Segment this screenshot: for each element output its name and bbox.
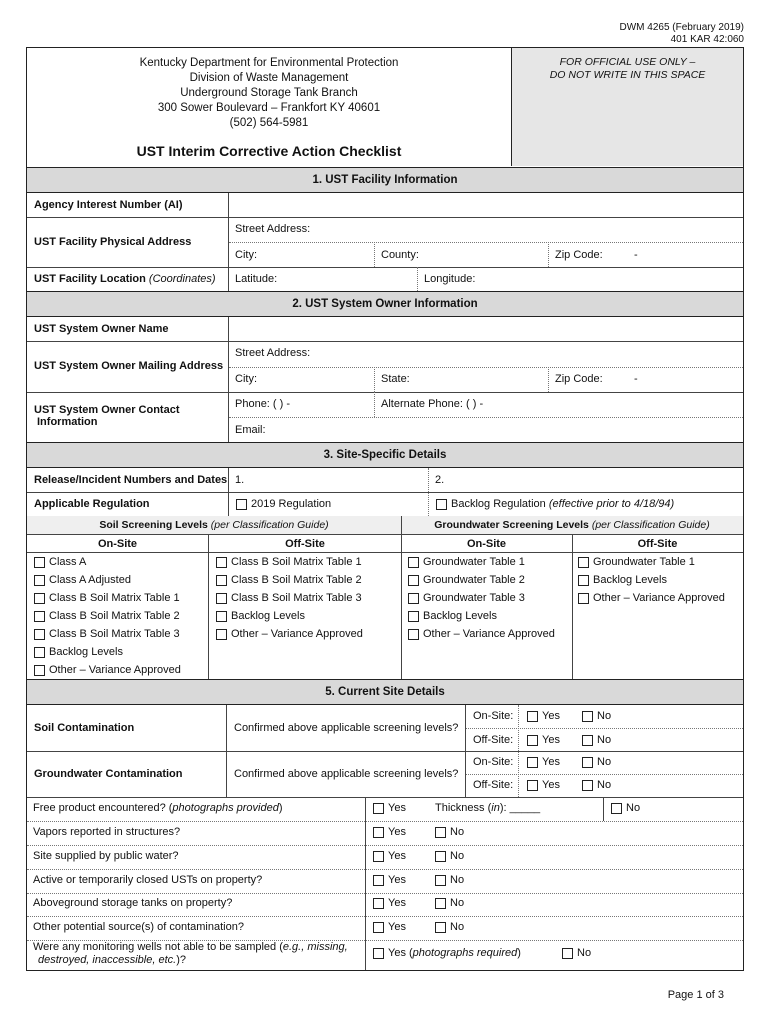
- other-sources-yes-checkbox[interactable]: [373, 922, 384, 933]
- row-divider: [27, 869, 743, 870]
- regulation-ref: 401 KAR 42:060: [670, 34, 744, 45]
- ai-label: Agency Interest Number (AI): [34, 199, 183, 211]
- no-label: No: [597, 734, 612, 746]
- yes-label: Yes: [388, 849, 406, 862]
- gw-confirmed-question: Confirmed above applicable screening levels?: [234, 768, 459, 780]
- other-sources-no-checkbox[interactable]: [435, 922, 446, 933]
- yes-label: Yes: [542, 734, 560, 746]
- gw-onsite-option-checkbox[interactable]: [408, 575, 419, 586]
- gw-offsite-option-label: Other – Variance Approved: [593, 592, 725, 604]
- row-divider: [27, 893, 743, 894]
- yes-label: Yes: [388, 826, 406, 838]
- gw-onsite-option-label: Groundwater Table 3: [423, 592, 525, 604]
- soil-offsite-option-label: Class B Soil Matrix Table 3: [231, 592, 362, 604]
- owner-email-field[interactable]: Email:: [235, 424, 266, 436]
- gw-onsite-option-checkbox[interactable]: [408, 611, 419, 622]
- zip-dash: -: [634, 249, 638, 261]
- official-line: FOR OFFICIAL USE ONLY –: [559, 56, 696, 68]
- facility-city-field[interactable]: City:: [235, 249, 257, 261]
- aboveground-yes-checkbox[interactable]: [373, 898, 384, 909]
- owner-mailing-label: UST System Owner Mailing Address: [34, 360, 224, 372]
- aboveground-no-checkbox[interactable]: [435, 898, 446, 909]
- no-label: No: [597, 756, 612, 768]
- no-label: No: [450, 849, 465, 862]
- soil-onsite-option-checkbox[interactable]: [34, 575, 45, 586]
- gw-onsite-header: On-Site: [466, 538, 507, 550]
- soil-onsite-option-label: Class B Soil Matrix Table 2: [49, 610, 180, 622]
- soil-confirmed-question: Confirmed above applicable screening levels?: [234, 722, 459, 734]
- official-use-box: [511, 48, 743, 166]
- soil-offsite-option-checkbox[interactable]: [216, 557, 227, 568]
- no-label: No: [597, 710, 612, 722]
- release-1-field[interactable]: 1.: [235, 474, 245, 486]
- owner-contact-label: UST System Owner Contact: [34, 404, 180, 416]
- release-label: Release/Incident Numbers and Dates: [34, 474, 228, 486]
- monitoring-no-checkbox[interactable]: [562, 948, 573, 959]
- gw-onsite-label: On-Site:: [473, 756, 514, 768]
- vapors-yes-checkbox[interactable]: [373, 827, 384, 838]
- gw-onsite-option-checkbox[interactable]: [408, 557, 419, 568]
- soil-onsite-option-label: Other – Variance Approved: [49, 664, 181, 676]
- section-5-header: 5. Current Site Details: [27, 679, 743, 705]
- section-2-header: 2. UST System Owner Information: [27, 291, 743, 317]
- soil-onsite-header: On-Site: [97, 538, 138, 550]
- no-label: No: [626, 802, 641, 814]
- no-label: No: [577, 947, 592, 959]
- gw-offsite-option-checkbox[interactable]: [578, 557, 589, 568]
- agency-line: Kentucky Department for Environmental Protection: [139, 57, 399, 69]
- free-product-no-checkbox[interactable]: [611, 803, 622, 814]
- gw-onsite-option-label: Backlog Levels: [423, 610, 497, 622]
- yes-label: Yes: [542, 779, 560, 791]
- reg-2019-label: 2019 Regulation: [251, 498, 332, 510]
- soil-offsite-option-label: Other – Variance Approved: [231, 628, 363, 640]
- no-label: No: [450, 897, 465, 910]
- soil-onsite-option-checkbox[interactable]: [34, 665, 45, 676]
- aboveground-question: Aboveground storage tanks on property?: [33, 897, 233, 910]
- facility-county-field[interactable]: County:: [381, 249, 419, 261]
- soil-onsite-no-checkbox[interactable]: [582, 711, 593, 722]
- soil-onsite-option-checkbox[interactable]: [34, 629, 45, 640]
- gw-onsite-option-checkbox[interactable]: [408, 593, 419, 604]
- soil-offsite-no-checkbox[interactable]: [582, 735, 593, 746]
- yes-label: Yes: [542, 710, 560, 722]
- agency-line: Division of Waste Management: [189, 72, 349, 84]
- owner-name-label: UST System Owner Name: [34, 323, 169, 335]
- latitude-field[interactable]: Latitude:: [235, 273, 278, 285]
- agency-line: Underground Storage Tank Branch: [180, 87, 358, 99]
- agency-line: 300 Sower Boulevard – Frankfort KY 40601: [157, 102, 381, 114]
- no-label: No: [450, 873, 465, 886]
- owner-state-field[interactable]: State:: [381, 373, 410, 385]
- monitoring-wells-question-2: destroyed, inaccessible, etc.)?: [38, 954, 186, 966]
- row-divider: [27, 916, 743, 917]
- ai-input[interactable]: [229, 194, 743, 216]
- monitoring-yes-label: Yes (photographs required): [388, 947, 521, 959]
- no-label: No: [450, 826, 465, 838]
- soil-offsite-label: Off-Site:: [473, 734, 514, 746]
- soil-onsite-option-label: Class B Soil Matrix Table 1: [49, 592, 180, 604]
- yes-label: Yes: [388, 897, 406, 910]
- gw-offsite-header: Off-Site: [637, 538, 678, 550]
- gw-offsite-option-checkbox[interactable]: [578, 575, 589, 586]
- page-number: Page 1 of 3: [667, 989, 724, 1001]
- soil-onsite-option-label: Backlog Levels: [49, 646, 123, 658]
- active-usts-question: Active or temporarily closed USTs on property?: [33, 873, 263, 886]
- soil-offsite-option-checkbox[interactable]: [216, 611, 227, 622]
- facility-location-label: UST Facility Location (Coordinates): [34, 273, 216, 285]
- vapors-no-checkbox[interactable]: [435, 827, 446, 838]
- release-2-field[interactable]: 2.: [435, 474, 445, 486]
- soil-offsite-option-checkbox[interactable]: [216, 629, 227, 640]
- public-water-question: Site supplied by public water?: [33, 849, 179, 862]
- owner-zip-field[interactable]: Zip Code:: [555, 373, 603, 385]
- no-label: No: [597, 779, 612, 791]
- yes-label: Yes: [542, 756, 560, 768]
- official-line: DO NOT WRITE IN THIS SPACE: [549, 69, 706, 81]
- gw-onsite-yes-checkbox[interactable]: [527, 757, 538, 768]
- other-sources-question: Other potential source(s) of contamination?: [33, 921, 244, 934]
- gw-offsite-option-checkbox[interactable]: [578, 593, 589, 604]
- monitoring-wells-question: Were any monitoring wells not able to be sampled (e.g., missing,: [33, 941, 348, 953]
- soil-offsite-option-label: Class B Soil Matrix Table 1: [231, 556, 362, 568]
- reg-2019-checkbox[interactable]: [236, 499, 247, 510]
- soil-offsite-option-label: Class B Soil Matrix Table 2: [231, 574, 362, 586]
- gw-contamination-label: Groundwater Contamination: [34, 768, 183, 780]
- no-label: No: [450, 921, 465, 934]
- soil-contamination-label: Soil Contamination: [34, 722, 135, 734]
- gw-onsite-option-label: Groundwater Table 2: [423, 574, 525, 586]
- vapors-question: Vapors reported in structures?: [33, 826, 181, 838]
- public-water-yes-checkbox[interactable]: [373, 851, 384, 862]
- yes-label: Yes: [388, 802, 406, 814]
- soil-onsite-label: On-Site:: [473, 710, 514, 722]
- soil-onsite-option-checkbox[interactable]: [34, 557, 45, 568]
- soil-onsite-option-checkbox[interactable]: [34, 611, 45, 622]
- form-header: [620, 22, 745, 46]
- gw-onsite-option-checkbox[interactable]: [408, 629, 419, 640]
- gw-offsite-label: Off-Site:: [473, 779, 514, 791]
- soil-screening-header: Soil Screening Levels (per Classification Guide): [99, 519, 329, 531]
- gw-offsite-option-label: Backlog Levels: [593, 574, 667, 586]
- soil-offsite-option-label: Backlog Levels: [231, 610, 305, 622]
- thickness-field[interactable]: Thickness (in): _____: [435, 802, 541, 814]
- form-number: DWM 4265 (February 2019): [619, 22, 744, 33]
- soil-onsite-option-checkbox[interactable]: [34, 647, 45, 658]
- public-water-no-checkbox[interactable]: [435, 851, 446, 862]
- gw-offsite-no-checkbox[interactable]: [582, 780, 593, 791]
- gw-offsite-yes-checkbox[interactable]: [527, 780, 538, 791]
- owner-name-input[interactable]: [229, 318, 743, 341]
- owner-alt-phone-field[interactable]: Alternate Phone: ( ) -: [381, 398, 484, 410]
- section-3-header: 3. Site-Specific Details: [27, 442, 743, 468]
- agency-block: [27, 56, 511, 131]
- soil-onsite-option-label: Class B Soil Matrix Table 3: [49, 628, 180, 640]
- yes-label: Yes: [388, 921, 406, 934]
- yes-label: Yes: [388, 873, 406, 886]
- section-1-header: 1. UST Facility Information: [27, 167, 743, 193]
- soil-offsite-option-checkbox[interactable]: [216, 575, 227, 586]
- active-usts-no-checkbox[interactable]: [435, 875, 446, 886]
- soil-offsite-yes-checkbox[interactable]: [527, 735, 538, 746]
- soil-offsite-header: Off-Site: [285, 538, 325, 550]
- monitoring-yes-checkbox[interactable]: [373, 948, 384, 959]
- soil-onsite-yes-checkbox[interactable]: [527, 711, 538, 722]
- gw-onsite-option-label: Other – Variance Approved: [423, 628, 555, 640]
- row-divider: [27, 845, 743, 846]
- facility-street-field[interactable]: Street Address:: [235, 223, 311, 235]
- soil-onsite-option-label: Class A: [49, 556, 87, 568]
- owner-street-field[interactable]: Street Address:: [235, 347, 311, 359]
- owner-contact-label-2: Information: [37, 416, 98, 428]
- owner-city-field[interactable]: City:: [235, 373, 257, 385]
- reg-backlog-label: Backlog Regulation (effective prior to 4/18/94): [451, 498, 675, 510]
- page-title: UST Interim Corrective Action Checklist: [136, 143, 402, 159]
- soil-onsite-option-checkbox[interactable]: [34, 593, 45, 604]
- facility-zip-field[interactable]: Zip Code:: [555, 249, 603, 261]
- free-product-yes-checkbox[interactable]: [373, 803, 384, 814]
- regulation-label: Applicable Regulation: [34, 498, 150, 510]
- reg-backlog-checkbox[interactable]: [436, 499, 447, 510]
- agency-line: (502) 564-5981: [229, 117, 309, 129]
- gw-onsite-no-checkbox[interactable]: [582, 757, 593, 768]
- gw-onsite-option-label: Groundwater Table 1: [423, 556, 525, 568]
- active-usts-yes-checkbox[interactable]: [373, 875, 384, 886]
- owner-phone-field[interactable]: Phone: ( ) -: [235, 398, 291, 410]
- facility-address-label: UST Facility Physical Address: [34, 236, 192, 248]
- free-product-question: Free product encountered? (photographs provided): [33, 802, 283, 814]
- gw-screening-header: Groundwater Screening Levels (per Classification Guide): [434, 519, 710, 531]
- longitude-field[interactable]: Longitude:: [424, 273, 476, 285]
- gw-offsite-option-label: Groundwater Table 1: [593, 556, 695, 568]
- soil-onsite-option-label: Class A Adjusted: [49, 574, 131, 586]
- soil-offsite-option-checkbox[interactable]: [216, 593, 227, 604]
- zip-dash: -: [634, 373, 638, 385]
